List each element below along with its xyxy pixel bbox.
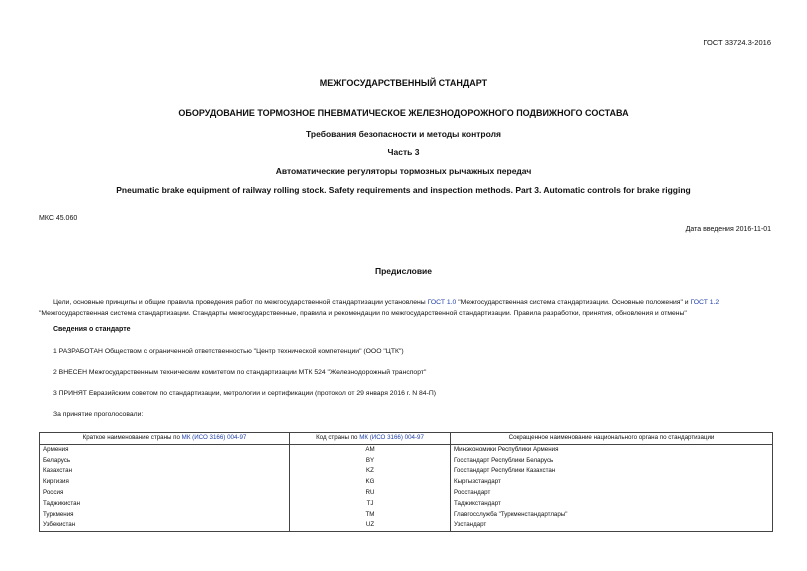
gost-1-2-link[interactable]: ГОСТ 1.2 — [690, 299, 720, 306]
country-name: Казахстан — [40, 466, 290, 477]
table-row — [40, 520, 773, 531]
document-subtitle: Требования безопасности и методы контроля — [306, 129, 501, 139]
adopted-by: 3 ПРИНЯТ Евразийским советом по стандартизации, метрологии и сертификации (протокол от 29 января 2016 г. N 84-П) — [53, 390, 437, 397]
standards-body: Главгосслужба "Туркменстандартлары" — [451, 510, 773, 521]
foreword-text-2: "Межгосударственная система стандартизации. Основные положения" и — [456, 299, 691, 306]
table-row — [40, 488, 773, 499]
country-name: Россия — [40, 488, 290, 499]
submitted-by: 2 ВНЕСЕН Межгосударственным техническим комитетом по стандартизации МТК 524 "Железнодорожный транспорт" — [53, 369, 427, 376]
country-name: Таджикистан — [40, 499, 290, 510]
gost-1-0-link[interactable]: ГОСТ 1.0 — [427, 299, 457, 306]
member-states-table — [39, 432, 773, 532]
standards-body: Госстандарт Республики Казахстан — [451, 466, 773, 477]
standard-info-heading: Сведения о стандарте — [53, 326, 131, 333]
country-name: Узбекистан — [40, 520, 290, 531]
country-name: Киргизия — [40, 477, 290, 488]
standards-body: Узстандарт — [451, 520, 773, 531]
table-row — [40, 456, 773, 467]
country-name: Беларусь — [40, 456, 290, 467]
mk-iso-link[interactable]: МК (ИСО 3166) 004-97 — [359, 434, 424, 441]
table-row — [40, 499, 773, 510]
standards-body: Росстандарт — [451, 488, 773, 499]
document-title: ОБОРУДОВАНИЕ ТОРМОЗНОЕ ПНЕВМАТИЧЕСКОЕ ЖЕЛЕЗНОДОРОЖНОГО ПОДВИЖНОГО СОСТАВА — [178, 108, 629, 118]
country-name: Армения — [40, 444, 290, 455]
document-code: ГОСТ 33724.3-2016 — [703, 38, 771, 47]
developed-by: 1 РАЗРАБОТАН Обществом с ограниченной ответственностью "Центр технической компетенции" (ООО "ЦТК") — [53, 348, 404, 355]
standards-body: Таджикстандарт — [451, 499, 773, 510]
mk-iso-link[interactable]: МК (ИСО 3166) 004-97 — [181, 434, 247, 441]
table-header-row — [40, 433, 773, 445]
foreword-text-3: "Межгосударственная система стандартизации. Стандарты межгосударственные, правила и рекомендации по межгосударственной стандартизации. Правила разработки, принятия, обновления и отмены" — [39, 310, 687, 317]
introduction-date: Дата введения 2016-11-01 — [685, 226, 771, 233]
table-row — [40, 510, 773, 521]
country-code: TM — [290, 510, 451, 521]
country-code-header: Код страны по МК (ИСО 3166) 004-97 — [290, 433, 451, 445]
table-row — [40, 466, 773, 477]
part-title: Автоматические регуляторы тормозных рычажных передач — [275, 166, 532, 176]
standards-body: Кыргызстандарт — [451, 477, 773, 488]
standards-body-header: Сокращенное наименование национального органа по стандартизации — [451, 433, 773, 445]
country-code: KG — [290, 477, 451, 488]
country-name: Туркмения — [40, 510, 290, 521]
foreword-paragraph — [39, 297, 773, 319]
country-name-header: Краткое наименование страны по МК (ИСО 3166) 004-97 — [40, 433, 290, 445]
country-code: BY — [290, 456, 451, 467]
country-code: UZ — [290, 520, 451, 531]
country-code: AM — [290, 444, 451, 455]
standards-body: Госстандарт Республики Беларусь — [451, 456, 773, 467]
mks-code: МКС 45.060 — [39, 215, 78, 222]
voted-label: За принятие проголосовали: — [53, 411, 144, 418]
table-row — [40, 444, 773, 455]
country-code: KZ — [290, 466, 451, 477]
country-code: RU — [290, 488, 451, 499]
table-row — [40, 477, 773, 488]
standards-body: Минэкономики Республики Армения — [451, 444, 773, 455]
foreword-text-1: Цели, основные принципы и общие правила проведения работ по межгосударственной стандартизации установлены — [53, 299, 428, 306]
country-code: TJ — [290, 499, 451, 510]
english-title: Pneumatic brake equipment of railway rolling stock. Safety requirements and inspection methods. Part 3. Automatic controls for brake rigging — [116, 185, 691, 195]
standard-heading: МЕЖГОСУДАРСТВЕННЫЙ СТАНДАРТ — [319, 78, 488, 88]
foreword-heading: Предисловие — [374, 266, 433, 276]
part-number: Часть 3 — [387, 147, 420, 157]
